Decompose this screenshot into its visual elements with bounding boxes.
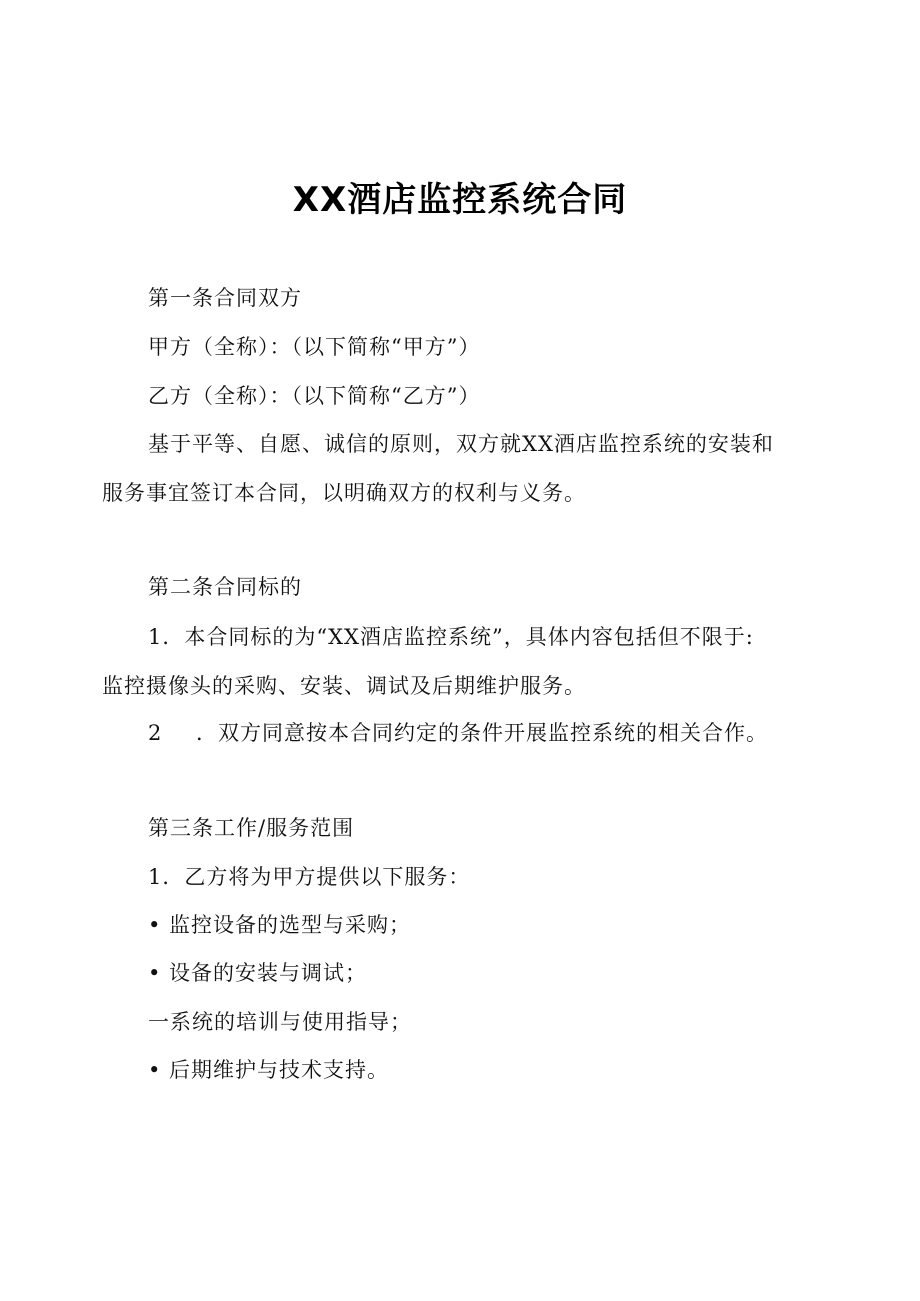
article-1-heading: 第一条合同双方 [148,286,302,310]
intro-paragraph-line-1: 基于平等、自愿、诚信的原则，双方就XX酒店监控系统的安装和 [148,432,774,456]
service-bullet-3: 一系统的培训与使用指导； [148,1010,412,1034]
article-3-item-1: 1．乙方将为甲方提供以下服务： [148,865,471,889]
article-2-heading: 第二条合同标的 [148,575,302,599]
party-b-line: 乙方（全称）：（以下简称“乙方”） [148,384,481,408]
article-2-item-2-text: ．双方同意按本合同约定的条件开展监控系统的相关合作。 [196,721,768,745]
article-2-item-1-line-1: 1．本合同标的为“XX酒店监控系统”，具体内容包括但不限于: [148,625,754,649]
document-title: XX酒店监控系统合同 [292,180,628,220]
service-bullet-1: • 监控设备的选型与采购； [148,913,412,937]
article-2-item-2 [148,718,768,748]
article-2-item-1-line-2: 监控摄像头的采购、安装、调试及后期维护服务。 [102,674,586,698]
service-bullet-2: • 设备的安装与调试； [148,961,368,985]
article-3-heading: 第三条工作/服务范围 [148,816,355,840]
intro-paragraph-line-2: 服务事宜签订本合同，以明确双方的权利与义务。 [102,481,586,505]
service-bullet-4: • 后期维护与技术支持。 [148,1058,390,1082]
party-a-line: 甲方（全称）：（以下简称“甲方”） [148,335,481,359]
article-2-item-2-number: 2 [148,721,163,745]
